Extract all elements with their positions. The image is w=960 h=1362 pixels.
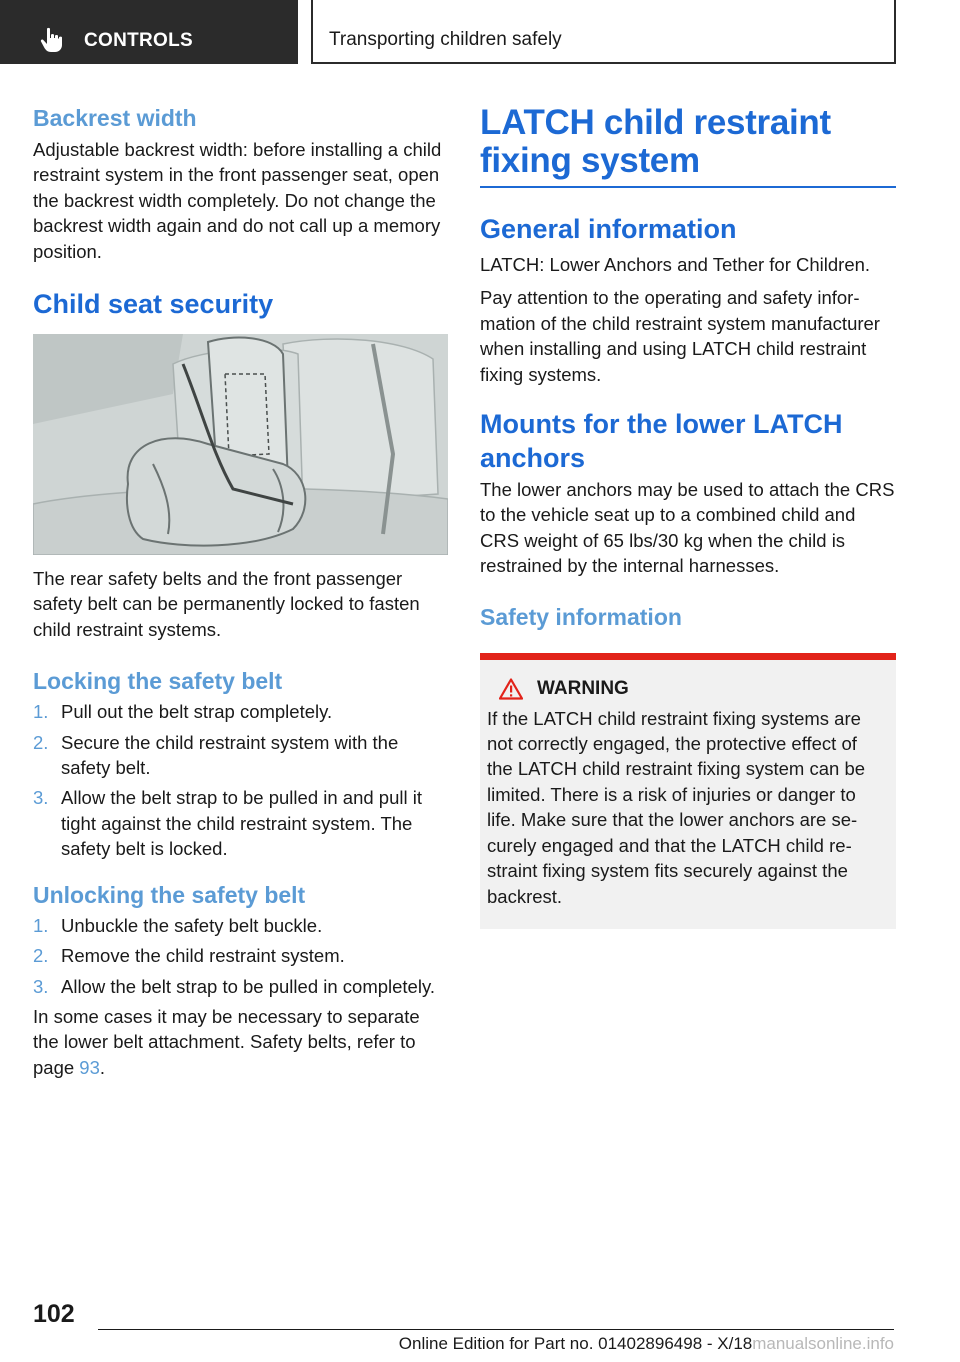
- list-item: 1. Unbuckle the safety belt buckle.: [33, 914, 323, 936]
- warning-box: [480, 653, 896, 929]
- footer-rule: [98, 1329, 894, 1330]
- security-text: The rear safety belts and the front passenger safety belt can be permanently locked to fasten child restraint systems.: [33, 568, 420, 640]
- warning-text: If the LATCH child restraint fixing systems are not correctly engaged, the protective effect of the LATCH child restraint fixing system can be limited. There is a risk of injuries or danger to life. Make sure that the lower anchors are securely engaged and that the LATCH child restraint fixing system fits securely against the backrest.: [487, 707, 866, 907]
- safety-heading: Safety information: [480, 603, 682, 630]
- list-item: 1. Pull out the belt strap completely.: [33, 701, 333, 723]
- backrest-text: Adjustable backrest width: before installing a child restraint system in the front passenger seat, open the backrest width completely. Do not change the backrest width again and do not call up a memory position.: [33, 139, 442, 262]
- list-item: 3. Allow the belt strap to be pulled in and pull it tight against the child restraint system. The safety belt is locked.: [33, 787, 422, 860]
- general-heading: General information: [480, 214, 737, 244]
- locking-steps: [33, 699, 448, 861]
- chapter-header: [311, 0, 896, 64]
- warning-header: [499, 678, 880, 700]
- warning-triangle-icon: [499, 678, 523, 700]
- section-tab: [0, 0, 298, 64]
- watermark: manualsonline.info: [752, 1334, 894, 1353]
- section-label: CONTROLS: [84, 30, 194, 51]
- page-number: 102: [33, 1300, 75, 1328]
- mounts-text: The lower anchors may be used to attach the CRS to the vehicle seat up to a combined child and CRS weight of 65 lbs/30 kg when the child is restrained by the internal harnesses.: [480, 479, 895, 577]
- chapter-title: Transporting children safely: [329, 29, 562, 50]
- general-text-2: Pay attention to the operating and safety information of the child restraint system manufacturer when installing and using LATCH child restraint fixing systems.: [480, 287, 880, 385]
- page-link[interactable]: 93: [79, 1056, 100, 1078]
- locking-heading: Locking the safety belt: [33, 668, 283, 695]
- list-item: 2. Secure the child restraint system with the safety belt.: [33, 731, 399, 779]
- unlocking-heading: Unlocking the safety belt: [33, 881, 306, 908]
- left-column: [33, 100, 448, 1080]
- warning-label: WARNING: [537, 677, 629, 699]
- general-text-1: LATCH: Lower Anchors and Tether for Children.: [480, 254, 871, 275]
- backrest-heading: Backrest width: [33, 105, 197, 131]
- warning-bar: [480, 653, 896, 660]
- list-item: 3. Allow the belt strap to be pulled in completely.: [33, 975, 435, 997]
- child-seat-photo: [33, 334, 448, 555]
- closing-text: In some cases it may be necessary to separate the lower belt attachment. Safety belts, refer to page 93.: [33, 1005, 420, 1078]
- child-seat-illustration: [33, 334, 448, 555]
- hand-pointer-icon: [38, 26, 66, 54]
- heading-rule: [480, 186, 896, 188]
- right-column: [480, 100, 896, 929]
- list-item: 2. Remove the child restraint system.: [33, 945, 345, 967]
- main-heading: LATCH child restraint fixing system: [480, 103, 831, 180]
- footer-edition: Online Edition for Part no. 01402896498 - X/18manualsonline.info: [398, 1334, 894, 1353]
- mounts-heading: Mounts for the lower LATCH anchors: [480, 409, 843, 474]
- unlocking-steps: [33, 913, 448, 999]
- security-heading: Child seat security: [33, 289, 274, 320]
